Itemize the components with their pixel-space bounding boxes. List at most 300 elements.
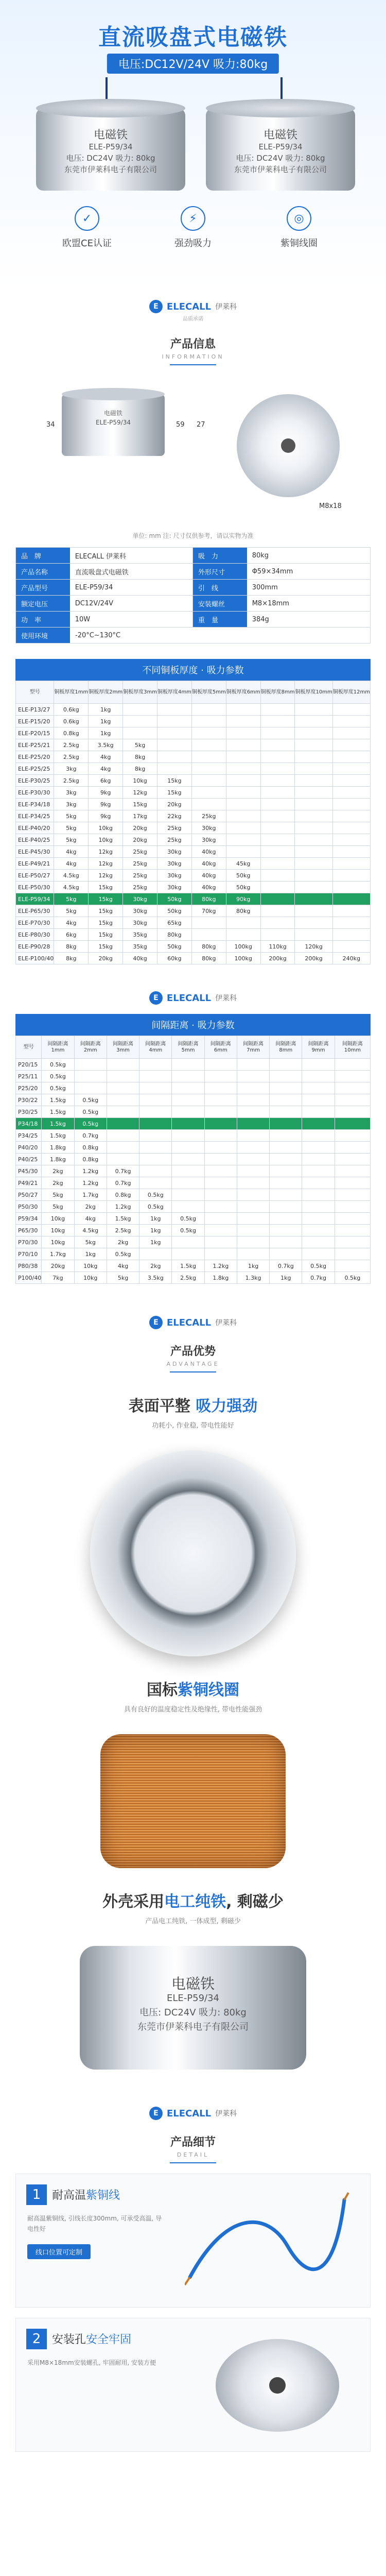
table-row [16, 1106, 371, 1118]
value-cell: 60kg [157, 953, 191, 964]
brand-cn: 伊莱科 [215, 303, 237, 311]
value-cell [204, 1236, 237, 1248]
value-cell [204, 1165, 237, 1177]
value-cell: 15kg [89, 882, 123, 893]
table-row [16, 704, 371, 716]
value-cell: 45kg [226, 858, 260, 870]
model-cell: P34/25 [16, 1130, 42, 1142]
product-info-section [0, 289, 386, 643]
value-cell: 40kg [191, 846, 226, 858]
section-title: 产品细节 [170, 2136, 216, 2149]
value-cell: 17kg [123, 810, 157, 822]
value-cell [260, 905, 295, 917]
value-cell: 1.2kg [74, 1177, 107, 1189]
value-cell: 2.5kg [172, 1272, 204, 1284]
value-cell [295, 787, 332, 799]
value-column-header: 间隔距离3mm [107, 1036, 139, 1059]
value-cell [172, 1082, 204, 1094]
model-cell: ELE-P25/25 [16, 763, 54, 775]
shell-company: 东莞市伊莱科电子有限公司 [137, 2022, 249, 2032]
value-cell: 2kg [107, 1236, 139, 1248]
brand-logo [149, 1316, 237, 1329]
value-cell: 30kg [123, 893, 157, 905]
value-cell [270, 1059, 302, 1071]
value-cell: 25kg [157, 822, 191, 834]
model-cell: ELE-P70/30 [16, 917, 54, 929]
value-cell: 50kg [157, 905, 191, 917]
details-section [0, 2095, 386, 2452]
shell-model: ELE-P59/34 [167, 1993, 219, 2004]
value-cell [295, 822, 332, 834]
value-cell: 40kg [191, 870, 226, 882]
value-cell: 100kg [226, 941, 260, 953]
value-cell [226, 704, 260, 716]
dim-height-label: 34 [46, 421, 55, 429]
value-column-header: 铜板厚度1mm [54, 681, 89, 704]
value-cell: 10kg [89, 834, 123, 846]
value-cell: 40kg [191, 858, 226, 870]
value-cell [302, 1189, 335, 1201]
value-cell [157, 716, 191, 727]
model-cell: ELE-P20/15 [16, 727, 54, 739]
mount-hole-image [216, 2339, 339, 2432]
value-column-header: 铜板厚度5mm [191, 681, 226, 704]
value-cell [191, 751, 226, 763]
value-cell [226, 799, 260, 810]
value-cell: 12kg [89, 846, 123, 858]
magnet-left-model: ELE-P59/34 [89, 142, 133, 151]
spec-value: M8×18mm [252, 599, 289, 607]
value-cell [332, 846, 370, 858]
value-cell [139, 1106, 172, 1118]
value-cell: 30kg [157, 882, 191, 893]
value-cell [302, 1130, 335, 1142]
brand-name: ELECALL [166, 2108, 212, 2119]
model-cell: P50/30 [16, 1201, 42, 1213]
table-row [16, 763, 371, 775]
brand-mark-icon: E [149, 300, 163, 313]
unit-note: 单位: mm 注: 尺寸仅供参考，请以实物为准 [132, 532, 254, 539]
value-cell: 1.2kg [107, 1201, 139, 1213]
value-cell [139, 1059, 172, 1071]
brand-cn: 伊莱科 [215, 2110, 237, 2118]
value-cell: 0.6kg [54, 704, 89, 716]
advantage-desc: 具有良好的温度稳定性及绝缘性, 带电性能强劲 [124, 1706, 262, 1714]
value-cell: 0.8kg [74, 1142, 107, 1154]
feature-label: 欧盟CE认证 [62, 238, 112, 249]
value-cell [139, 1142, 172, 1154]
table-row [16, 716, 371, 727]
value-cell [237, 1213, 269, 1225]
value-cell: 3kg [54, 787, 89, 799]
model-cell: ELE-P65/30 [16, 905, 54, 917]
value-cell: 15kg [89, 905, 123, 917]
value-cell [226, 739, 260, 751]
value-cell: 25kg [123, 882, 157, 893]
value-cell: 1kg [89, 716, 123, 727]
value-cell: 80kg [157, 929, 191, 941]
value-cell: 8kg [123, 751, 157, 763]
section-title: 产品优势 [170, 1345, 216, 1358]
value-cell [295, 929, 332, 941]
value-cell: 30kg [191, 822, 226, 834]
brand-header [0, 980, 386, 1009]
value-cell: 0.8kg [107, 1189, 139, 1201]
value-cell [335, 1118, 370, 1130]
value-cell [295, 834, 332, 846]
value-cell [139, 1248, 172, 1260]
spec-table [15, 547, 371, 643]
value-cell: 0.7kg [74, 1130, 107, 1142]
value-column-header: 间隔距离8mm [270, 1036, 302, 1059]
table-row [16, 787, 371, 799]
table-row [16, 917, 371, 929]
value-column-header: 间隔距离2mm [74, 1036, 107, 1059]
dim-inner-label: 27 [197, 421, 205, 429]
value-cell: 200kg [260, 953, 295, 964]
value-cell: 1kg [237, 1260, 269, 1272]
value-cell [295, 727, 332, 739]
value-cell [107, 1118, 139, 1130]
value-column-header: 铜板厚度8mm [260, 681, 295, 704]
value-cell [237, 1177, 269, 1189]
spec-value: 384g [252, 615, 269, 623]
value-cell: 0.5kg [42, 1071, 74, 1082]
value-cell [139, 1118, 172, 1130]
value-cell: 9kg [89, 787, 123, 799]
value-column-header: 间隔距离1mm [42, 1036, 74, 1059]
value-cell: 5kg [54, 810, 89, 822]
value-cell: 20kg [42, 1260, 74, 1272]
value-cell: 20kg [89, 953, 123, 964]
magnet-right-image [206, 108, 355, 191]
value-cell [139, 1094, 172, 1106]
value-cell: 30kg [157, 870, 191, 882]
value-cell: 4kg [54, 846, 89, 858]
value-cell: 0.5kg [42, 1059, 74, 1071]
value-cell: 1.8kg [42, 1154, 74, 1165]
value-cell [226, 846, 260, 858]
value-cell [204, 1059, 237, 1071]
value-cell [332, 917, 370, 929]
detail-card [15, 2318, 371, 2452]
value-cell: 0.6kg [54, 716, 89, 727]
value-column-header: 间隔距离5mm [172, 1036, 204, 1059]
value-cell: 120kg [295, 941, 332, 953]
advantage-heading-highlight: 电工纯铁 [164, 1893, 226, 1911]
value-cell: 0.5kg [172, 1225, 204, 1236]
value-cell [107, 1059, 139, 1071]
value-cell: 0.7kg [270, 1260, 302, 1272]
model-cell: ELE-P59/34 [16, 893, 54, 905]
value-cell [226, 834, 260, 846]
value-cell: 0.5kg [42, 1082, 74, 1094]
value-cell: 200kg [295, 953, 332, 964]
value-cell [237, 1130, 269, 1142]
table-row [16, 1225, 371, 1236]
value-cell: 1.8kg [204, 1272, 237, 1284]
section-subtitle: INFORMATION [162, 353, 224, 360]
spec-key: 功 率 [16, 612, 70, 627]
value-cell [237, 1236, 269, 1248]
value-cell: 1.3kg [237, 1272, 269, 1284]
value-cell [270, 1130, 302, 1142]
value-cell: 12kg [89, 858, 123, 870]
spec-value: ELECALL 伊莱科 [70, 548, 193, 563]
value-cell [139, 1154, 172, 1165]
value-cell: 20kg [123, 822, 157, 834]
value-cell [335, 1059, 370, 1071]
value-cell [295, 751, 332, 763]
value-cell: 4kg [107, 1260, 139, 1272]
model-cell: ELE-P100/40 [16, 953, 54, 964]
value-cell: 40kg [123, 953, 157, 964]
value-cell [302, 1154, 335, 1165]
model-cell: P30/22 [16, 1094, 42, 1106]
spec-key: 引 线 [193, 580, 247, 595]
table-row [16, 846, 371, 858]
detail-desc: 耐高温紫铜线, 引线长度300mm, 可承受高温, 导电性好 [27, 2215, 162, 2232]
value-cell: 1.5kg [42, 1118, 74, 1130]
value-cell [260, 846, 295, 858]
model-cell: P30/25 [16, 1106, 42, 1118]
model-cell: ELE-P15/20 [16, 716, 54, 727]
strong-suction-icon: ⚡ [181, 206, 205, 231]
value-cell [237, 1106, 269, 1118]
value-cell [260, 882, 295, 893]
spec-row [16, 580, 370, 596]
value-cell: 0.7kg [302, 1272, 335, 1284]
value-cell [302, 1213, 335, 1225]
value-cell [107, 1130, 139, 1142]
model-cell: P25/11 [16, 1071, 42, 1082]
value-cell [332, 822, 370, 834]
value-cell [172, 1106, 204, 1118]
value-cell [260, 822, 295, 834]
value-cell [237, 1142, 269, 1154]
value-cell: 35kg [123, 941, 157, 953]
value-cell [335, 1094, 370, 1106]
value-cell [295, 917, 332, 929]
spec-value: 80kg [252, 551, 269, 560]
value-cell: 15kg [89, 929, 123, 941]
value-cell [123, 727, 157, 739]
spec-value: DC12V/24V [70, 596, 193, 611]
value-cell [204, 1177, 237, 1189]
table-title: 间隔距离 · 吸力参数 [15, 1014, 371, 1036]
value-cell [191, 716, 226, 727]
magnet-right-model: ELE-P59/34 [258, 142, 303, 151]
value-cell: 100kg [226, 953, 260, 964]
value-cell: 50kg [226, 882, 260, 893]
model-cell: P49/21 [16, 1177, 42, 1189]
value-cell [204, 1154, 237, 1165]
model-cell: P65/30 [16, 1225, 42, 1236]
value-cell [260, 751, 295, 763]
model-cell: ELE-P13/27 [16, 704, 54, 716]
value-cell: 4kg [54, 858, 89, 870]
value-cell [295, 810, 332, 822]
value-cell [335, 1154, 370, 1165]
value-cell [260, 929, 295, 941]
magnet-shell-image [80, 1946, 306, 2070]
table-header-row [16, 681, 371, 704]
value-cell: 1kg [139, 1213, 172, 1225]
table-row [16, 1154, 371, 1165]
value-column-header: 间隔距离4mm [139, 1036, 172, 1059]
brand-logo [149, 991, 237, 1005]
value-cell [172, 1189, 204, 1201]
advantage-heading-text: 表面平整 [128, 1397, 196, 1415]
feature-item [147, 206, 239, 249]
model-cell: ELE-P50/27 [16, 870, 54, 882]
value-cell [332, 882, 370, 893]
value-cell [204, 1213, 237, 1225]
value-cell [172, 1071, 204, 1082]
model-cell: P40/25 [16, 1154, 42, 1165]
value-cell [302, 1094, 335, 1106]
table-row [16, 870, 371, 882]
value-cell [295, 799, 332, 810]
table-row [16, 1082, 371, 1094]
model-cell: P70/30 [16, 1236, 42, 1248]
value-cell: 30kg [157, 858, 191, 870]
value-cell: 1.5kg [42, 1130, 74, 1142]
value-cell: 3.5kg [89, 739, 123, 751]
feature-label: 强劲吸力 [174, 238, 212, 249]
value-cell [107, 1154, 139, 1165]
value-cell: 90kg [226, 893, 260, 905]
value-cell [107, 1106, 139, 1118]
value-cell: 4kg [74, 1213, 107, 1225]
brand-header [0, 2095, 386, 2124]
value-cell: 1kg [89, 727, 123, 739]
brand-logo [149, 2107, 237, 2120]
value-cell: 0.5kg [139, 1201, 172, 1213]
value-cell: 0.7kg [107, 1165, 139, 1177]
value-cell: 1kg [74, 1248, 107, 1260]
value-cell: 2.5kg [54, 751, 89, 763]
value-cell: 5kg [42, 1201, 74, 1213]
value-cell [157, 751, 191, 763]
spec-row [16, 548, 370, 564]
value-cell [191, 929, 226, 941]
spec-key: 重 量 [193, 612, 247, 627]
value-cell: 15kg [89, 893, 123, 905]
table-row [16, 751, 371, 763]
value-cell [295, 846, 332, 858]
value-cell [237, 1082, 269, 1094]
value-cell [332, 739, 370, 751]
spec-key: 外形尺寸 [193, 564, 247, 579]
value-cell [107, 1094, 139, 1106]
advantage-heading [0, 1393, 386, 1416]
section-divider [170, 2162, 216, 2163]
value-cell [335, 1142, 370, 1154]
value-cell: 1.2kg [74, 1165, 107, 1177]
value-cell: 5kg [54, 822, 89, 834]
brand-name: ELECALL [166, 1317, 212, 1328]
value-cell [295, 882, 332, 893]
value-cell [260, 775, 295, 787]
copper-coil-image [100, 1734, 286, 1868]
value-cell: 5kg [42, 1189, 74, 1201]
value-cell [191, 799, 226, 810]
value-cell [295, 893, 332, 905]
value-cell [139, 1165, 172, 1177]
value-cell [226, 763, 260, 775]
detail-title [52, 2331, 131, 2347]
brand-tag: 品质承诺 [183, 316, 203, 322]
value-cell [260, 727, 295, 739]
value-cell [157, 704, 191, 716]
advantage-heading-text: 国标 [147, 1681, 178, 1699]
value-cell: 10kg [42, 1225, 74, 1236]
model-column-header: 型号 [16, 1036, 42, 1059]
model-cell: ELE-P90/28 [16, 941, 54, 953]
value-cell [191, 775, 226, 787]
value-cell: 1.7kg [74, 1189, 107, 1201]
value-cell: 1.5kg [42, 1106, 74, 1118]
value-cell: 15kg [157, 775, 191, 787]
value-cell [302, 1118, 335, 1130]
value-cell [332, 810, 370, 822]
model-cell: ELE-P45/30 [16, 846, 54, 858]
custom-wire-button[interactable]: 线口位置可定制 [27, 2244, 91, 2259]
table-row [16, 1059, 371, 1071]
value-cell: 50kg [226, 870, 260, 882]
value-cell: 2kg [139, 1260, 172, 1272]
model-cell: ELE-P34/25 [16, 810, 54, 822]
copper-coil-icon: ◎ [287, 206, 311, 231]
value-cell [270, 1177, 302, 1189]
value-cell [260, 810, 295, 822]
value-cell: 3kg [54, 763, 89, 775]
value-cell [332, 727, 370, 739]
brand-cn: 伊莱科 [215, 1319, 237, 1327]
detail-title-highlight: 紫铜线 [86, 2189, 120, 2202]
value-cell: 3kg [54, 799, 89, 810]
value-cell: 80kg [226, 905, 260, 917]
value-cell [302, 1225, 335, 1236]
value-cell [270, 1213, 302, 1225]
advantage-heading [0, 1889, 386, 1911]
value-cell: 10kg [74, 1260, 107, 1272]
model-cell: ELE-P40/20 [16, 822, 54, 834]
advantage-desc: 功耗小, 作业稳, 带电性能好 [152, 1422, 234, 1430]
value-cell [332, 704, 370, 716]
value-column-header: 间隔距离9mm [302, 1036, 335, 1059]
value-cell [260, 704, 295, 716]
value-cell: 15kg [123, 799, 157, 810]
spec-key: 安装螺丝 [193, 596, 247, 611]
model-cell: ELE-P34/18 [16, 799, 54, 810]
detail-title-text: 耐高温 [52, 2189, 86, 2202]
value-cell [139, 1082, 172, 1094]
spec-value: 直流吸盘式电磁铁 [70, 564, 193, 579]
value-cell [270, 1236, 302, 1248]
bottom-view-image [237, 394, 340, 497]
value-cell [191, 763, 226, 775]
value-cell [335, 1201, 370, 1213]
value-cell [270, 1189, 302, 1201]
table-row [16, 727, 371, 739]
spec-value: -20°C~130°C [75, 631, 121, 639]
value-cell [335, 1071, 370, 1082]
value-cell [260, 834, 295, 846]
advantage-heading-text: 外壳采用 [102, 1893, 165, 1911]
spec-value: Φ59×34mm [252, 567, 293, 575]
